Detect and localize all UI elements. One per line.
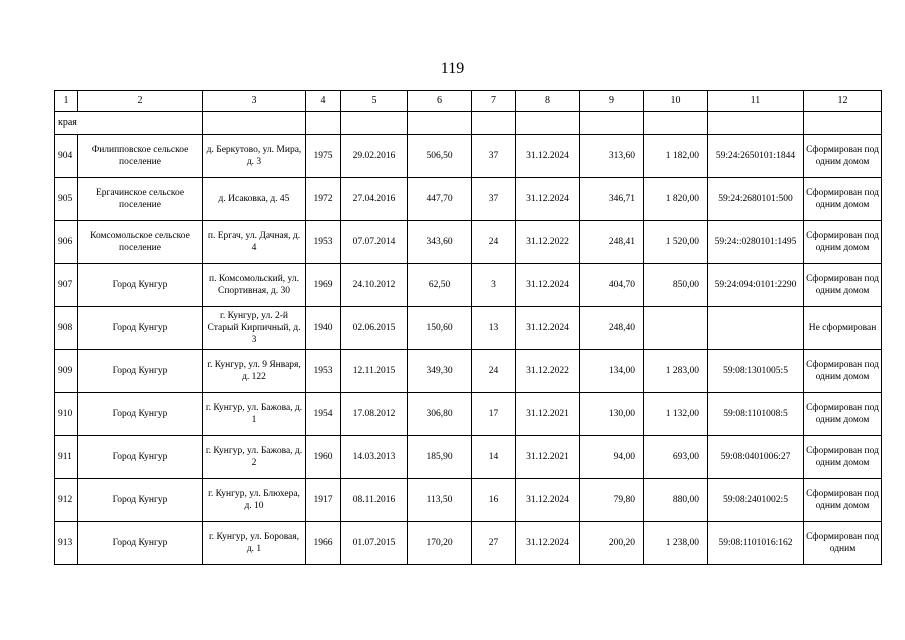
table-cell-c11: 59:24:094:0101:2290 (708, 264, 804, 307)
table-cell-c8: 31.12.2024 (516, 522, 580, 565)
header-cell: 12 (804, 91, 882, 112)
empty-cell (644, 112, 708, 135)
header-cell: 9 (580, 91, 644, 112)
table-cell-c5: 27.04.2016 (341, 178, 408, 221)
table-cell-c7: 37 (472, 135, 516, 178)
header-cell: 5 (341, 91, 408, 112)
table-cell-c9: 79,80 (580, 479, 644, 522)
table-cell-c1: 905 (55, 178, 78, 221)
table-cell-c7: 13 (472, 307, 516, 350)
table-cell-c12: Сформирован под одним (804, 522, 882, 565)
table-cell-c1: 913 (55, 522, 78, 565)
header-cell: 1 (55, 91, 78, 112)
header-cell: 8 (516, 91, 580, 112)
table-cell-c8: 31.12.2024 (516, 135, 580, 178)
header-cell: 3 (203, 91, 306, 112)
table-cell-c8: 31.12.2021 (516, 393, 580, 436)
table-cell-c10 (644, 307, 708, 350)
table-cell-c9: 130,00 (580, 393, 644, 436)
table-cell-c11: 59:24:2650101:1844 (708, 135, 804, 178)
table-cell-c1: 904 (55, 135, 78, 178)
table-cell-c11: 59:24:2680101:500 (708, 178, 804, 221)
table-cell-c12: Сформирован под одним домом (804, 135, 882, 178)
header-cell: 11 (708, 91, 804, 112)
empty-cell (341, 112, 408, 135)
empty-cell (203, 112, 306, 135)
table-cell-c4: 1969 (306, 264, 341, 307)
table-cell-c5: 12.11.2015 (341, 350, 408, 393)
housing-table (54, 90, 882, 565)
table-cell-c9: 200,20 (580, 522, 644, 565)
table-cell-c3: г. Кунгур, ул. Боровая, д. 1 (203, 522, 306, 565)
table-cell-c10: 1 820,00 (644, 178, 708, 221)
table-cell-c5: 08.11.2016 (341, 479, 408, 522)
table-cell-c10: 850,00 (644, 264, 708, 307)
table-cell-c5: 07.07.2014 (341, 221, 408, 264)
table-cell-c10: 880,00 (644, 479, 708, 522)
table-row (55, 479, 882, 522)
table-cell-c6: 506,50 (408, 135, 472, 178)
table-cell-c12: Сформирован под одним домом (804, 178, 882, 221)
table-cell-c8: 31.12.2022 (516, 350, 580, 393)
table-cell-c11: 59:08:1101016:162 (708, 522, 804, 565)
table-cell-c7: 14 (472, 436, 516, 479)
empty-cell (306, 112, 341, 135)
table-cell-c3: п. Комсомольский, ул. Спортивная, д. 30 (203, 264, 306, 307)
table-cell-c8: 31.12.2024 (516, 178, 580, 221)
header-cell: 2 (78, 91, 203, 112)
empty-cell (804, 112, 882, 135)
table-cell-c6: 150,60 (408, 307, 472, 350)
table-cell-c11 (708, 307, 804, 350)
table-cell-c5: 14.03.2013 (341, 436, 408, 479)
table-cell-c5: 24.10.2012 (341, 264, 408, 307)
table-cell-c2: Ергачинское сельское поселение (78, 178, 203, 221)
header-row (55, 91, 882, 112)
table-cell-c12: Сформирован под одним домом (804, 350, 882, 393)
table-cell-c3: г. Кунгур, ул. Блюхера, д. 10 (203, 479, 306, 522)
table-cell-c4: 1953 (306, 350, 341, 393)
table-cell-c9: 248,40 (580, 307, 644, 350)
table-cell-c4: 1917 (306, 479, 341, 522)
table-cell-c6: 306,80 (408, 393, 472, 436)
table-cell-c12: Сформирован под одним домом (804, 479, 882, 522)
table-cell-c11: 59:08:2401002:5 (708, 479, 804, 522)
table-cell-c1: 907 (55, 264, 78, 307)
table-cell-c1: 906 (55, 221, 78, 264)
table-cell-c8: 31.12.2021 (516, 436, 580, 479)
empty-cell (580, 112, 644, 135)
table-cell-c11: 59:08:1301005:5 (708, 350, 804, 393)
table-cell-c2: Город Кунгур (78, 264, 203, 307)
table-cell-c4: 1975 (306, 135, 341, 178)
table-cell-c7: 37 (472, 178, 516, 221)
table-cell-c4: 1954 (306, 393, 341, 436)
table-cell-c6: 62,50 (408, 264, 472, 307)
table-cell-c2: Город Кунгур (78, 307, 203, 350)
table-cell-c10: 1 520,00 (644, 221, 708, 264)
table-cell-c2: Город Кунгур (78, 479, 203, 522)
empty-cell (472, 112, 516, 135)
table-cell-c3: д. Беркутово, ул. Мира, д. 3 (203, 135, 306, 178)
table-cell-c9: 346,71 (580, 178, 644, 221)
table-cell-c1: 912 (55, 479, 78, 522)
table-cell-c3: п. Ергач, ул. Дачная, д. 4 (203, 221, 306, 264)
table-row (55, 522, 882, 565)
table-row (55, 436, 882, 479)
table-cell-c6: 343,60 (408, 221, 472, 264)
table-cell-c6: 447,70 (408, 178, 472, 221)
table-cell-c8: 31.12.2024 (516, 479, 580, 522)
page-number: 119 (440, 60, 465, 77)
table-cell-c9: 313,60 (580, 135, 644, 178)
table-cell-c2: Город Кунгур (78, 436, 203, 479)
table-cell-c3: г. Кунгур, ул. 2-й Старый Кирпичный, д. 3 (203, 307, 306, 350)
table-cell-c7: 24 (472, 350, 516, 393)
header-cell: 10 (644, 91, 708, 112)
empty-cell (708, 112, 804, 135)
table-cell-c7: 27 (472, 522, 516, 565)
table-cell-c6: 349,30 (408, 350, 472, 393)
table-cell-c3: г. Кунгур, ул. 9 Января, д. 122 (203, 350, 306, 393)
table-cell-c2: Город Кунгур (78, 522, 203, 565)
table-row (55, 350, 882, 393)
table-cell-c4: 1966 (306, 522, 341, 565)
table-row (55, 264, 882, 307)
table-cell-c1: 908 (55, 307, 78, 350)
table-cell-c6: 185,90 (408, 436, 472, 479)
table-cell-c4: 1960 (306, 436, 341, 479)
table-cell-c10: 693,00 (644, 436, 708, 479)
table-cell-c5: 02.06.2015 (341, 307, 408, 350)
table-cell-c10: 1 283,00 (644, 350, 708, 393)
table-cell-c12: Сформирован под одним домом (804, 264, 882, 307)
empty-cell (408, 112, 472, 135)
table-cell-c6: 170,20 (408, 522, 472, 565)
empty-cell (516, 112, 580, 135)
table-cell-c10: 1 132,00 (644, 393, 708, 436)
table-cell-c5: 29.02.2016 (341, 135, 408, 178)
table-cell-c11: 59:08:1101008:5 (708, 393, 804, 436)
table-row (55, 307, 882, 350)
table-cell-c8: 31.12.2024 (516, 307, 580, 350)
table-cell-c1: 911 (55, 436, 78, 479)
header-cell: 4 (306, 91, 341, 112)
table-cell-c9: 248,41 (580, 221, 644, 264)
table-cell-c4: 1972 (306, 178, 341, 221)
table-cell-c6: 113,50 (408, 479, 472, 522)
table-cell-c10: 1 182,00 (644, 135, 708, 178)
table-cell-c7: 16 (472, 479, 516, 522)
table-cell-c3: д. Исаковка, д. 45 (203, 178, 306, 221)
table-cell-c9: 94,00 (580, 436, 644, 479)
table-cell-c2: Филипповское сельское поселение (78, 135, 203, 178)
header-cell: 6 (408, 91, 472, 112)
table-cell-c11: 59:24::0280101:1495 (708, 221, 804, 264)
table-cell-c2: Город Кунгур (78, 393, 203, 436)
table-cell-c7: 3 (472, 264, 516, 307)
header-cell: 7 (472, 91, 516, 112)
table-cell-c1: 909 (55, 350, 78, 393)
table-cell-c4: 1940 (306, 307, 341, 350)
table-cell-c11: 59:08:0401006:27 (708, 436, 804, 479)
table-cell-c2: Комсомольское сельское поселение (78, 221, 203, 264)
table-cell-c9: 134,00 (580, 350, 644, 393)
table-cell-c3: г. Кунгур, ул. Бажова, д. 2 (203, 436, 306, 479)
table-cell-c3: г. Кунгур, ул. Бажова, д. 1 (203, 393, 306, 436)
section-row (55, 112, 882, 135)
table-cell-c12: Сформирован под одним домом (804, 393, 882, 436)
table-row (55, 178, 882, 221)
table-cell-c12: Сформирован под одним домом (804, 436, 882, 479)
table-cell-c2: Город Кунгур (78, 350, 203, 393)
table-cell-c5: 17.08.2012 (341, 393, 408, 436)
table-cell-c4: 1953 (306, 221, 341, 264)
table-cell-c7: 24 (472, 221, 516, 264)
table-cell-c12: Сформирован под одним домом (804, 221, 882, 264)
table-row (55, 221, 882, 264)
table-cell-c7: 17 (472, 393, 516, 436)
table-row (55, 135, 882, 178)
table-row (55, 393, 882, 436)
table-cell-c5: 01.07.2015 (341, 522, 408, 565)
table-cell-c8: 31.12.2024 (516, 264, 580, 307)
table-cell-c9: 404,70 (580, 264, 644, 307)
section-label: края (55, 112, 203, 135)
table-cell-c10: 1 238,00 (644, 522, 708, 565)
table-cell-c8: 31.12.2022 (516, 221, 580, 264)
table-cell-c1: 910 (55, 393, 78, 436)
table-cell-c12: Не сформирован (804, 307, 882, 350)
